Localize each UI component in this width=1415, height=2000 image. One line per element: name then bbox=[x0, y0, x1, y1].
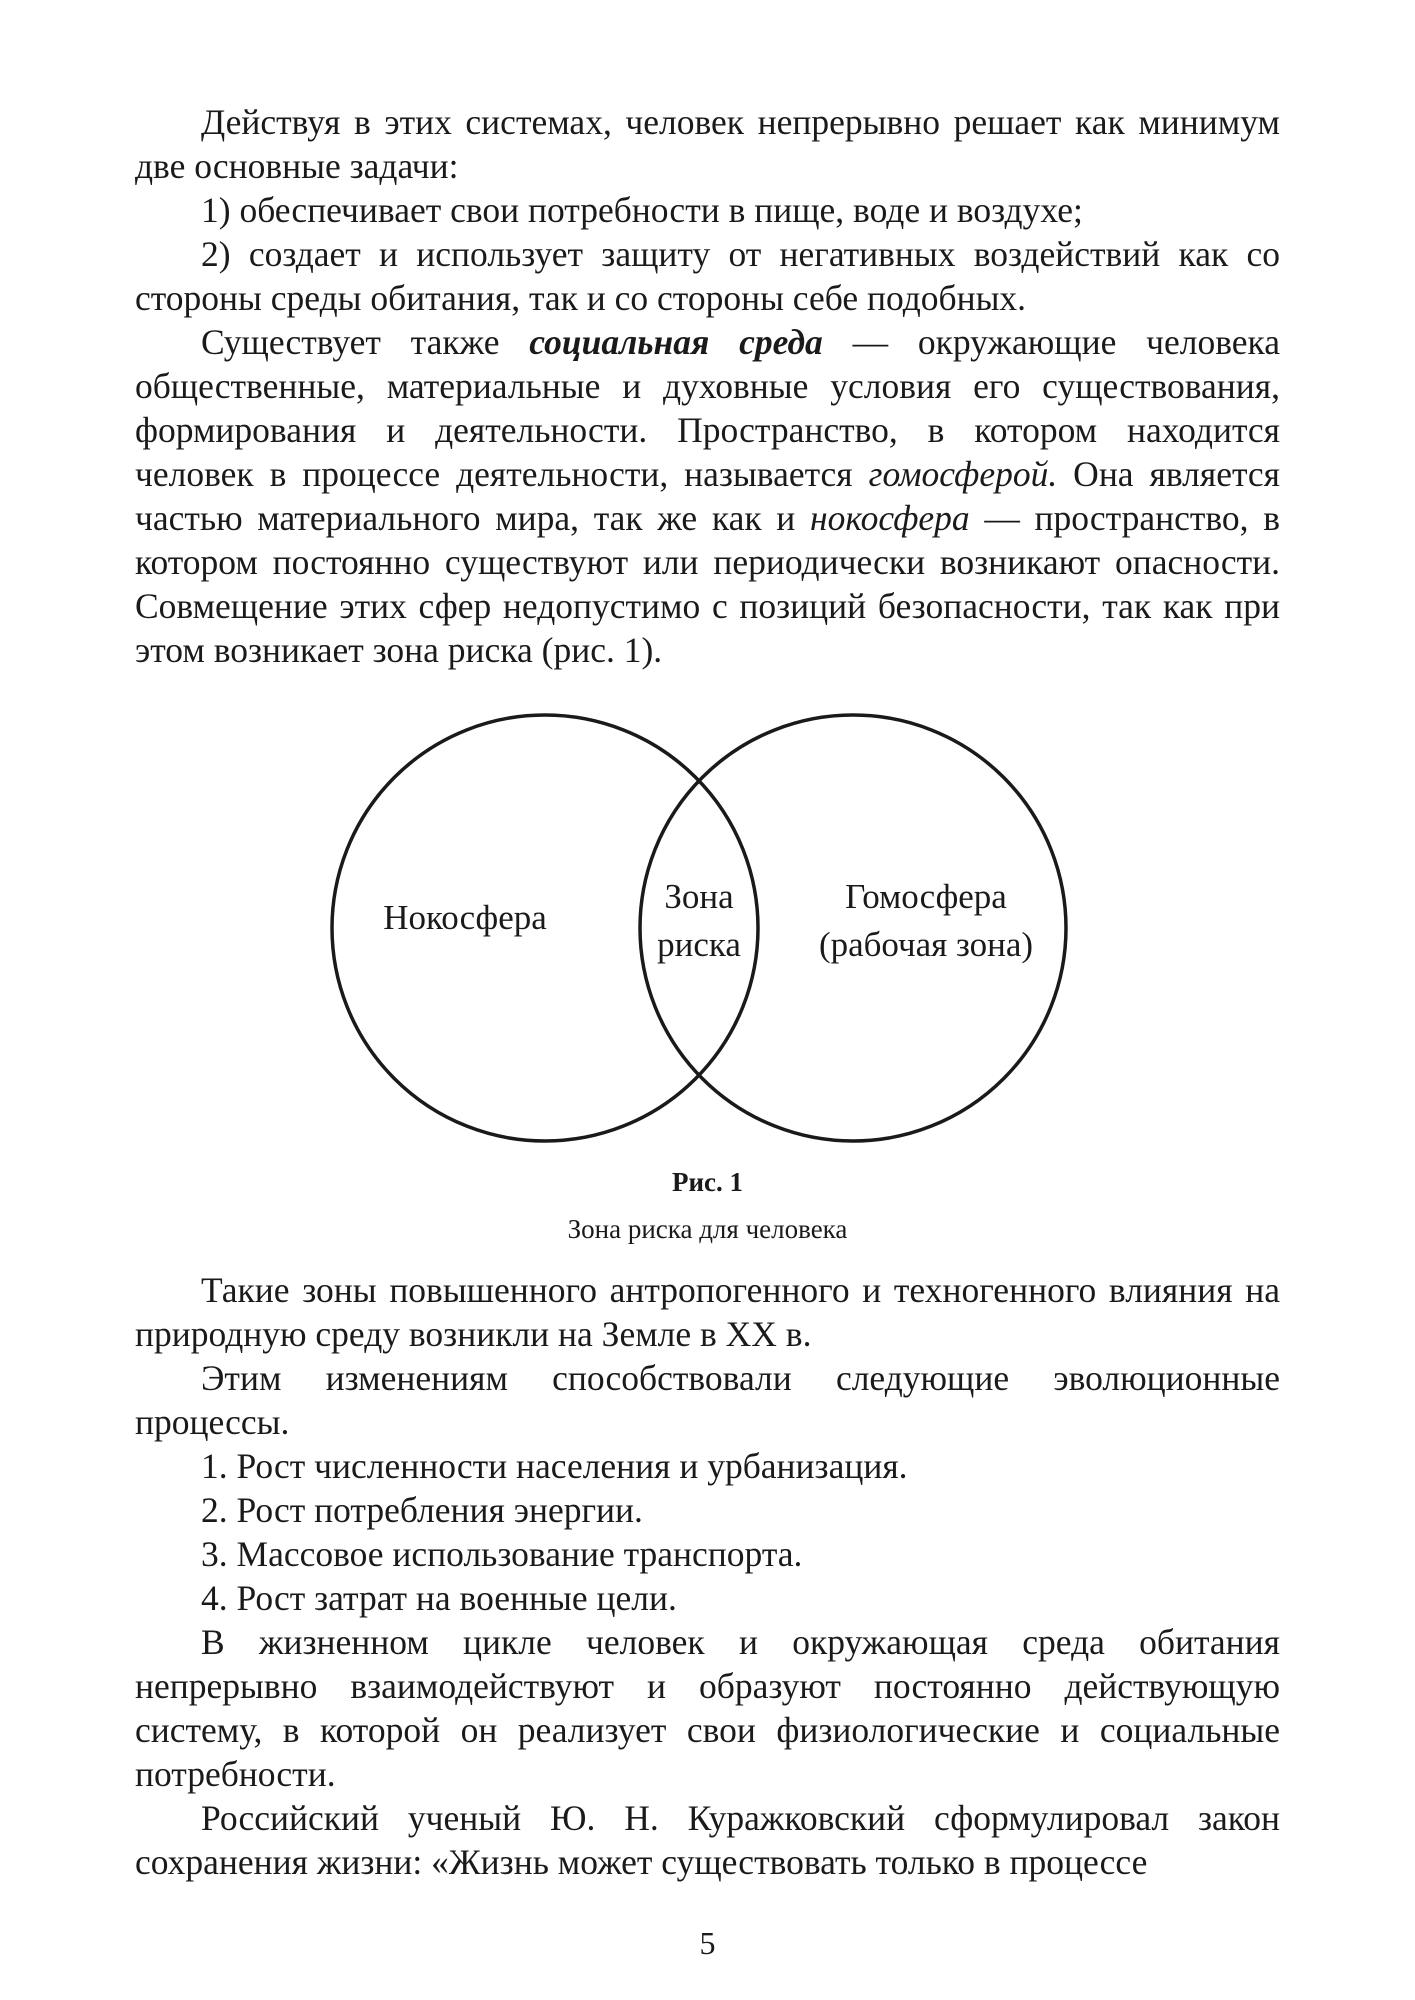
text-segment: Существует также bbox=[201, 322, 530, 362]
paragraph-processes-intro: Этим изменениям способствовали следующие эволюционные процессы. bbox=[135, 1358, 1280, 1442]
figure-number: Рис. 1 bbox=[671, 1167, 744, 1197]
paragraph-tasks-intro: Действуя в этих системах, человек непрерывно решает как минимум две основные задачи: bbox=[135, 102, 1280, 186]
term-social-environment: социальная среда bbox=[529, 322, 823, 362]
text-segment: — окружающие человека общественные, материальные и духовные условия его существования, формирования и деятельности. Пространство, в котором находится человек в процессе деятельности, называется bbox=[135, 322, 1280, 494]
paragraph-zones: Такие зоны повышенного антропогенного и техногенного влияния на природную среду возникли на Земле в XX в. bbox=[135, 1270, 1280, 1354]
homosphere-label-line2: (рабочая зона) bbox=[818, 925, 1034, 964]
term-homosphere: гомосферой. bbox=[868, 454, 1058, 494]
homosphere-label-line1: Гомосфера bbox=[845, 877, 1007, 916]
list-item: 3. Массовое использование транспорта. bbox=[201, 1534, 803, 1574]
list-item: 1. Рост численности населения и урбанизация. bbox=[201, 1446, 908, 1486]
top-text bbox=[135, 100, 1280, 672]
term-noxosphere: нокосфера bbox=[809, 498, 970, 538]
text-segment: Она является частью материального мира, так же как и bbox=[135, 454, 1280, 538]
page-number: 5 bbox=[699, 1925, 716, 1961]
paragraph-law-of-life: Российский ученый Ю. Н. Куражковский сформулировал закон сохранения жизни: «Жизнь может существовать только в процессе bbox=[135, 1798, 1280, 1882]
figure-caption: Зона риска для человека bbox=[567, 1214, 848, 1244]
venn-diagram-svg bbox=[330, 712, 1070, 1144]
noxosphere-label: Нокосфера bbox=[383, 898, 547, 937]
bottom-text bbox=[135, 1268, 1280, 1884]
list-item: 4. Рост затрат на военные цели. bbox=[201, 1578, 677, 1618]
paragraph-social-environment bbox=[135, 320, 1280, 672]
text-segment: — пространство, в котором постоянно существуют или периодически возникают опасности. Совмещение этих сфер недопустимо с позиций безопасности, так как при этом возникает зона риска (рис. 1). bbox=[135, 498, 1280, 670]
risk-zone-label-line1: Зона bbox=[664, 877, 734, 916]
paragraph-task-1: 1) обеспечивает свои потребности в пище, воде и воздухе; bbox=[201, 190, 1083, 230]
list-item: 2. Рост потребления энергии. bbox=[201, 1490, 643, 1530]
venn-diagram bbox=[330, 712, 1070, 1144]
risk-zone-label-line2: риска bbox=[657, 925, 741, 964]
paragraph-task-2: 2) создает и использует защиту от негативных воздействий как со стороны среды обитания, так и со стороны себе подобных. bbox=[135, 234, 1280, 318]
paragraph-life-cycle: В жизненном цикле человек и окружающая среда обитания непрерывно взаимодействуют и образуют постоянно действующую систему, в которой он реализует свои физиологические и социальные потребности. bbox=[135, 1622, 1280, 1794]
